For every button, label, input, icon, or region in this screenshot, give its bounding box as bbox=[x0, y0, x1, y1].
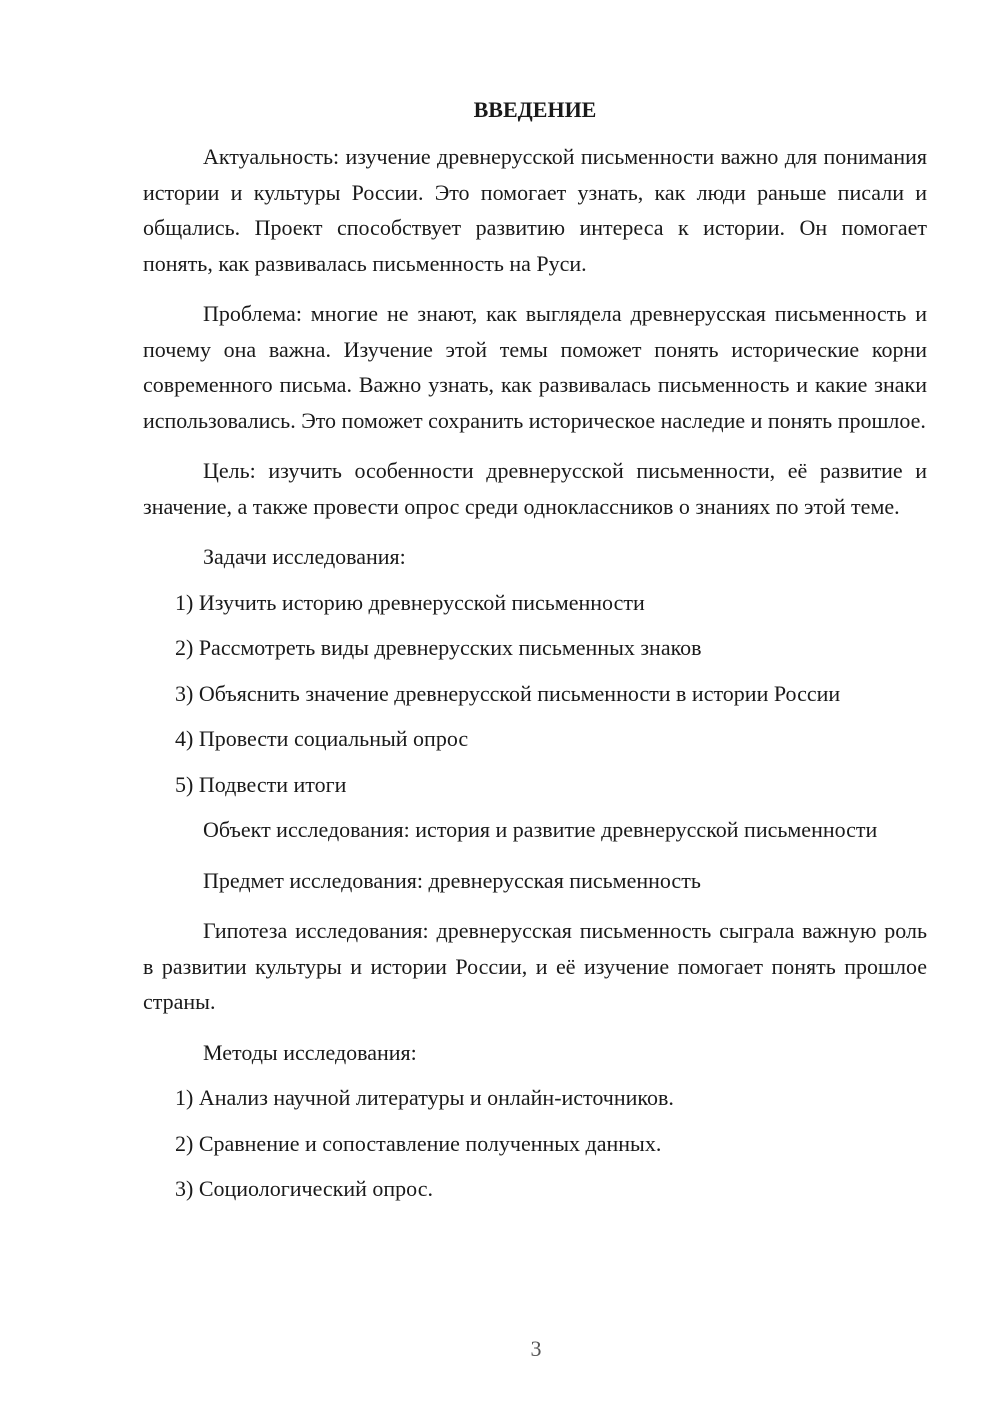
list-item: 4) Провести социальный опрос bbox=[175, 726, 469, 751]
methods-heading: Методы исследования: bbox=[203, 1039, 417, 1065]
methods-list bbox=[143, 1080, 927, 1207]
list-item: 1) Анализ научной литературы и онлайн-источников. bbox=[175, 1085, 674, 1110]
tasks-heading: Задачи исследования: bbox=[203, 544, 406, 569]
hypothesis-paragraph: Гипотеза исследования: древнерусская письменность сыграла важную роль в развитии культуры и истории России, и её изучение помогает понять прошлое страны. bbox=[143, 918, 927, 1014]
goal-paragraph: Цель: изучить особенности древнерусской письменности, её развитие и значение, а также провести опрос среди одноклассников о знаниях по этой теме. bbox=[143, 458, 927, 519]
list-item: 2) Сравнение и сопоставление полученных данных. bbox=[175, 1130, 662, 1156]
document-page bbox=[143, 92, 927, 1217]
list-item: 3) Объяснить значение древнерусской письменности в истории России bbox=[175, 680, 841, 706]
list-item: 5) Подвести итоги bbox=[175, 771, 347, 797]
subject-paragraph: Предмет исследования: древнерусская письменность bbox=[203, 867, 701, 893]
tasks-list bbox=[143, 585, 927, 803]
page-number: 3 bbox=[530, 1336, 542, 1361]
list-item: 3) Социологический опрос. bbox=[175, 1176, 433, 1201]
document-title: ВВЕДЕНИЕ bbox=[473, 97, 597, 122]
relevance-paragraph: Актуальность: изучение древнерусской письменности важно для понимания истории и культуры России. Это помогает узнать, как люди раньше писали и общались. Проект способствует развитию интереса к истории. Он помогает понять, как развивалась письменность на Руси. bbox=[143, 144, 927, 276]
object-paragraph: Объект исследования: история и развитие древнерусской письменности bbox=[203, 817, 878, 842]
list-item: 1) Изучить историю древнерусской письменности bbox=[175, 589, 645, 615]
list-item: 2) Рассмотреть виды древнерусских письменных знаков bbox=[175, 635, 702, 660]
problem-paragraph: Проблема: многие не знают, как выглядела древнерусская письменность и почему она важна. Изучение этой темы поможет понять исторические корни современного письма. Важно узнать, как развивалась письменность и какие знаки использовались. Это поможет сохранить историческое наследие и понять прошлое. bbox=[143, 301, 927, 433]
